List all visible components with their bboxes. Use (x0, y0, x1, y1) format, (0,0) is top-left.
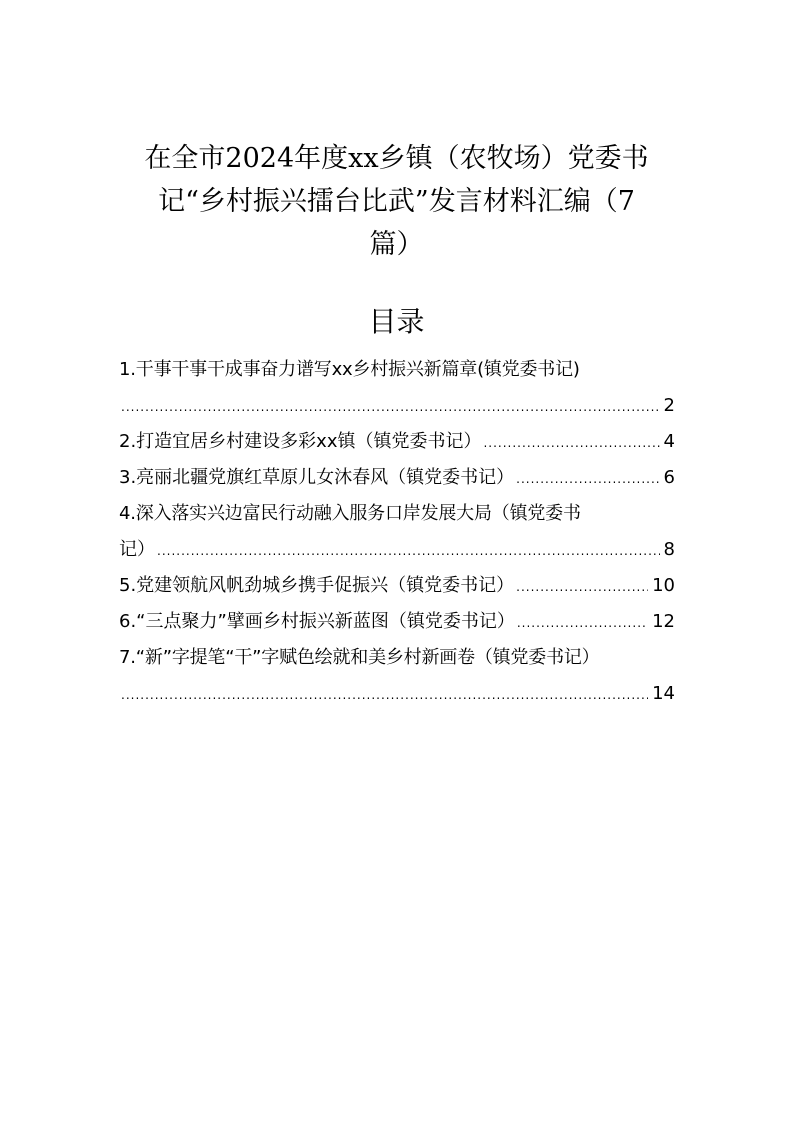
toc-entry-title-continued: 记） (119, 539, 155, 560)
toc-entry[interactable] (119, 424, 675, 460)
document-title (110, 137, 683, 266)
toc-heading: 目录 (368, 305, 425, 338)
toc-dot-leader (516, 461, 659, 496)
toc-entry-title: 6.“三点聚力”擘画乡村振兴新蓝图（镇党委书记） (119, 611, 515, 632)
toc-entry[interactable] (119, 460, 675, 496)
toc-entry[interactable] (119, 604, 675, 640)
toc-entry-title: 3.亮丽北疆党旗红草原儿女沐春风（镇党委书记） (119, 467, 515, 488)
toc-page-number: 12 (652, 611, 675, 632)
toc-entry[interactable] (119, 640, 675, 712)
toc-dot-leader (121, 389, 660, 424)
toc-entry[interactable] (119, 352, 675, 424)
toc-page-number: 14 (652, 683, 675, 704)
toc-dot-leader (157, 533, 660, 568)
toc-entry[interactable] (119, 496, 675, 568)
toc-page-number: 4 (663, 431, 675, 452)
toc-page-number: 8 (663, 539, 675, 560)
document-title-line: 篇） (369, 229, 424, 260)
toc-dot-leader (483, 425, 659, 460)
toc-page-number: 10 (652, 575, 675, 596)
toc-page-number: 2 (663, 395, 675, 416)
toc-entry-title: 7.“新”字提笔“干”字赋色绘就和美乡村新画卷（镇党委书记） (119, 647, 600, 668)
toc-entry-title: 2.打造宜居乡村建设多彩xx镇（镇党委书记） (119, 431, 482, 452)
toc-page-number: 6 (663, 467, 675, 488)
document-title-line: 记“乡村振兴擂台比武”发言材料汇编（7 (158, 186, 635, 217)
toc-entry-title: 4.深入落实兴边富民行动融入服务口岸发展大局（镇党委书 (119, 503, 581, 524)
table-of-contents (119, 352, 675, 712)
toc-entry[interactable] (119, 568, 675, 604)
toc-dot-leader (517, 605, 648, 640)
toc-dot-leader (516, 569, 648, 604)
toc-entry-title: 5.党建领航风帆劲城乡携手促振兴（镇党委书记） (119, 575, 515, 596)
toc-entry-title: 1.干事干事干成事奋力谱写xx乡村振兴新篇章(镇党委书记) (119, 359, 580, 380)
toc-dot-leader (121, 677, 648, 712)
document-title-line: 在全市2024年度xx乡镇（农牧场）党委书 (144, 143, 649, 174)
